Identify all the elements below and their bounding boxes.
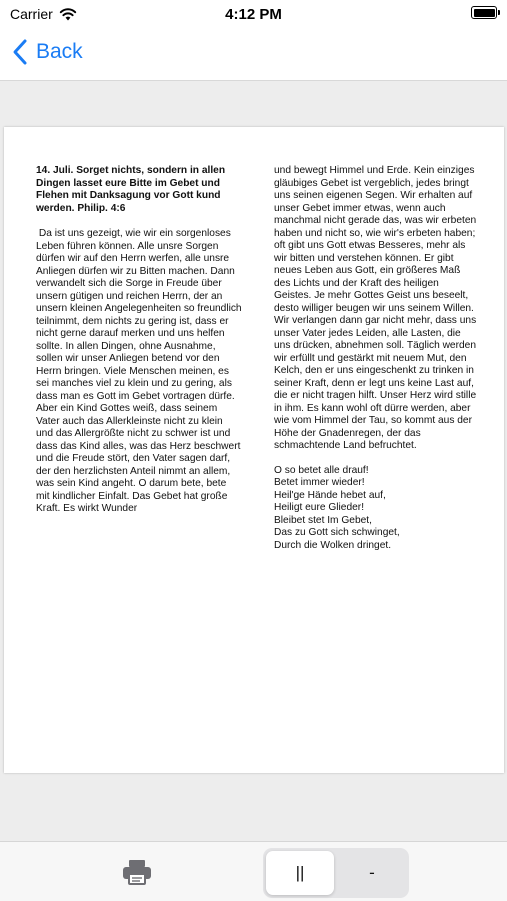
poem-line: Heil'ge Hände hebet auf, xyxy=(274,489,386,501)
print-preview-area xyxy=(0,81,507,841)
poem-line: Betet immer wieder! xyxy=(274,477,365,488)
poem-line: Durch die Wolken dringet. xyxy=(274,539,392,551)
poem-line: Das zu Gott sich schwinget, xyxy=(274,527,400,538)
poem xyxy=(274,465,477,553)
poem-line: O so betet alle drauf! xyxy=(274,464,369,476)
devotion-paragraph-right: und bewegt Himmel und Erde. Kein einziges gläubiges Gebet ist vergeblich, jedes bringt uns seinen eigenen Segen. Wir erhalten auf unser Gebet immer etwas, wenn auch manchmal nicht gerade das, was wir erbeten haben und nicht so, wie wir's erbeten haben; oft gibt uns Gott etwas Besseres, mehr als wir bitten und verstehen können. Er gibt neues Leben aus Gott, ein größeres Maß des Lichts und der Kraft des heiligen Geistes. Je mehr Gottes Geist uns beseelt, desto williger beugen wir uns seinem Willen. Wir verlangen dann gar nicht mehr, dass uns unser Vater jedes Leiden, alle Lasten, die uns drücken, abnehmen soll. Täglich werden wir erfüllt und gestärkt mit neuem Mut, den Kelch, den er uns eingeschenkt zu trinken in seiner Kraft, denn er legt uns keine Last auf, die er nicht tragen hilft. Unser Herz wird stille in ihm. Es kann wohl oft dürre werden, aber wie vom Himmel der Tau, so kommt aus der Höhe der Gnadenregen, der das schmachtende Land befruchtet. xyxy=(274,165,477,451)
document-column-left xyxy=(36,165,245,516)
back-label: Back xyxy=(36,40,83,63)
layout-segmented-control xyxy=(263,848,409,898)
status-bar xyxy=(0,0,507,28)
bottom-toolbar xyxy=(0,841,507,901)
devotion-heading: 14. Juli. Sorget nichts, sondern in allen Dingen lasset eure Bitte im Gebet und Flehen mit Danksagung vor Gott kund werden. Philip. 4:6 xyxy=(36,165,226,214)
poem-line: Bleibet stet Im Gebet, xyxy=(274,514,372,526)
document-page xyxy=(4,127,504,773)
printer-icon[interactable] xyxy=(120,858,154,886)
status-time: 4:12 PM xyxy=(225,6,282,23)
document-column-right xyxy=(274,165,477,552)
carrier-label: Carrier xyxy=(10,6,53,22)
segment-two-columns[interactable]: || xyxy=(266,851,334,895)
back-button[interactable] xyxy=(12,38,83,66)
chevron-left-icon xyxy=(12,38,28,66)
poem-line: Heiligt eure Glieder! xyxy=(274,502,365,513)
devotion-paragraph-left: Da ist uns gezeigt, wie wir ein sorgenloses Leben führen können. Alle unsre Sorgen dürfen wir auf den Herrn werfen, alle unsre Anliegen dürfen wir zu Bitten machen. Dann verwandelt sich die Sorge in Freude über unsern gütigen und reichen Herrn, der an unsern kleinen Angelegenheiten so freundlich teilnimmt, dem nichts zu gering ist, dass er nicht gerne darauf merken und uns helfen sollte. In allen Dingen, ohne Ausnahme, sollen wir unser Anliegen betend vor den Herrn bringen. Viele Menschen meinen, es sei manches viel zu klein und zu gering, als dass man es Gott im Gebet vortragen dürfe. Aber ein Kind Gottes weiß, dass seinem Vater auch das Allerkleinste nicht zu klein und das Allergrößte nicht zu schwer ist und dass das Kind alles, was das Herz beschwert und die Freude stört, den Vater sagen darf, der den herzlichsten Anteil nimmt an allem, was sein Kind angeht. O darum bete, bete mit kindlicher Einfalt. Das Gebet hat große Kraft. Es wirkt Wunder xyxy=(36,228,245,514)
battery-icon xyxy=(471,6,497,19)
battery-level xyxy=(474,9,495,17)
segment-single-column[interactable]: - xyxy=(369,863,375,882)
navigation-bar xyxy=(0,28,507,81)
